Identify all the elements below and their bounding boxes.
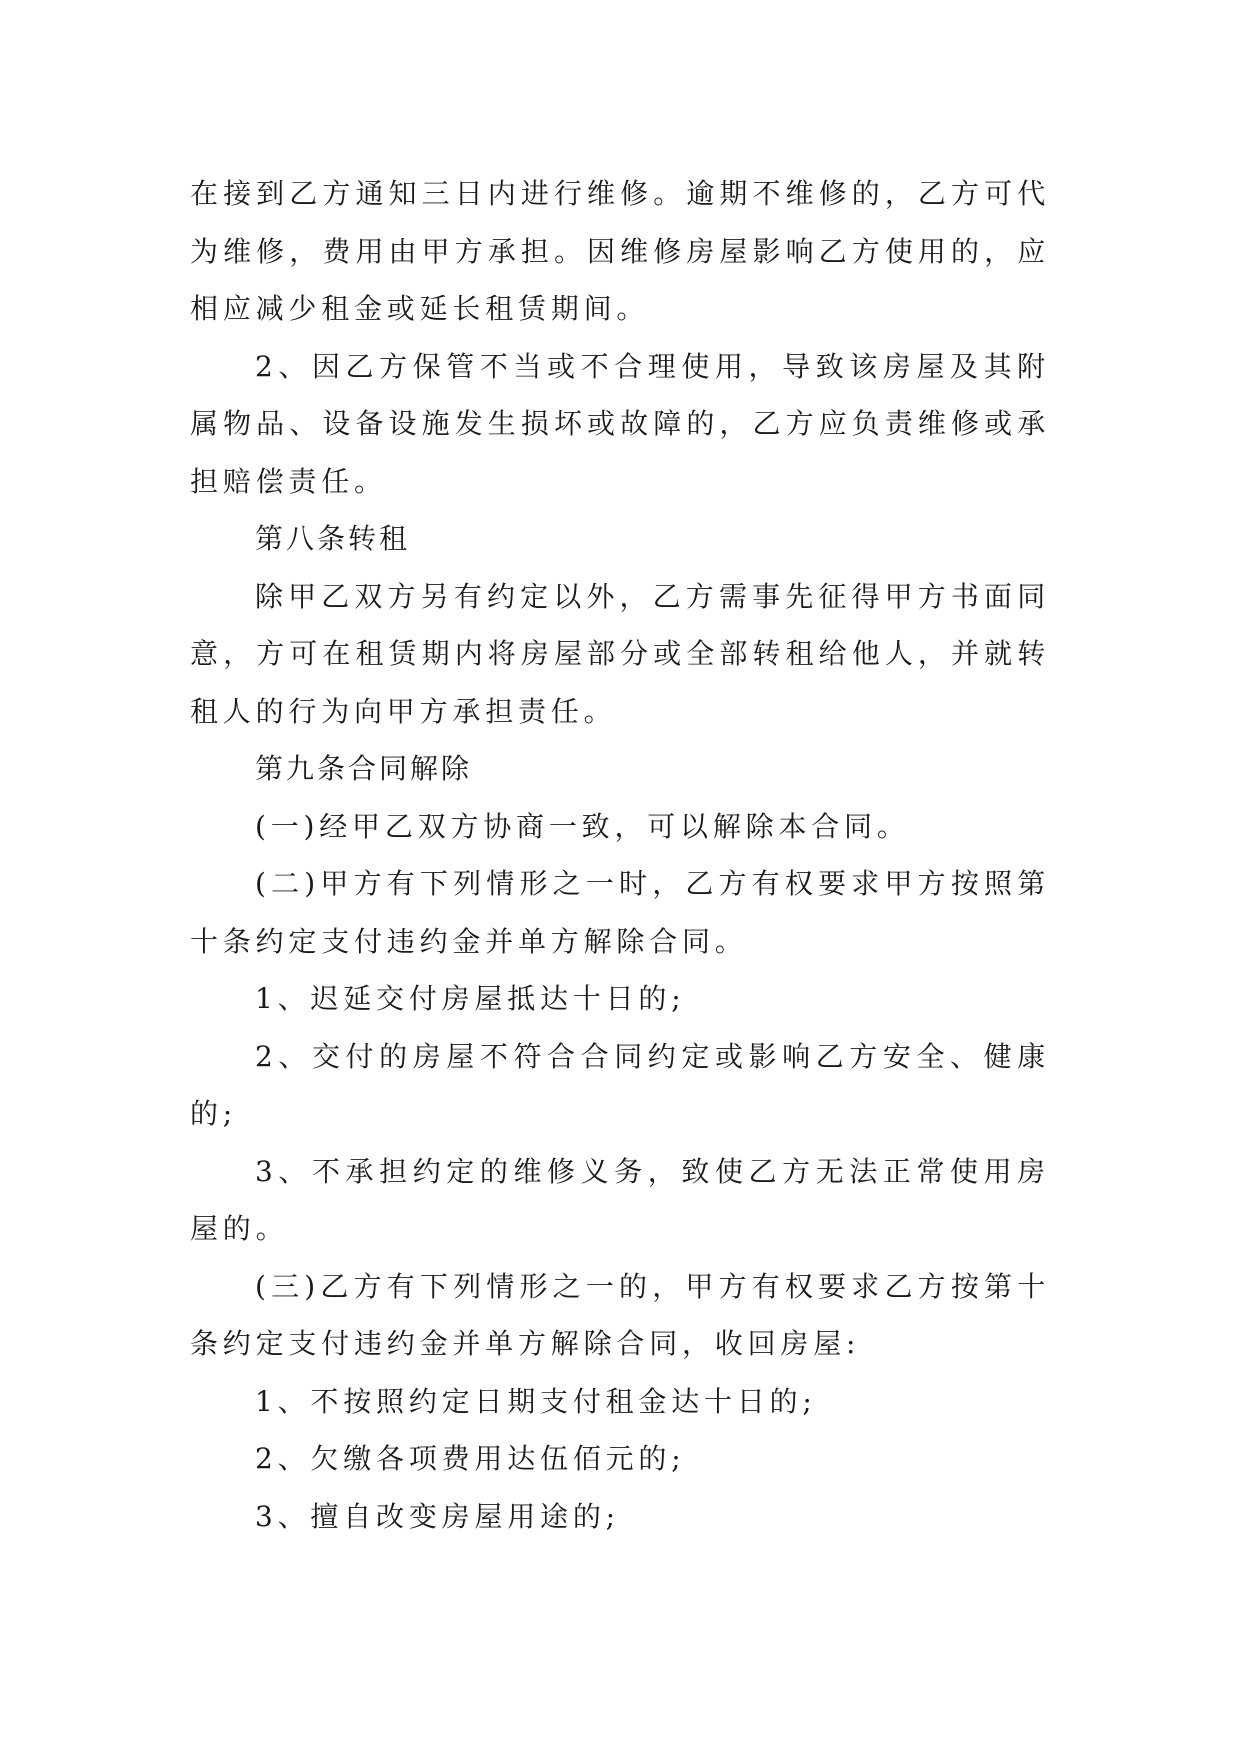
paragraph-termination-1: (一)经甲乙双方协商一致，可以解除本合同。 [255,809,910,843]
paragraph-repair-continuation: 在接到乙方通知三日内进行维修。逾期不维修的，乙方可代为维修，费用由甲方承担。因维修房屋影响乙方使用的，应相应减少租金或延长租赁期间。 [190,177,1050,325]
list-item-landlord-3: 3、不承担约定的维修义务，致使乙方无法正常使用房屋的。 [190,1154,1050,1245]
list-item-landlord-2: 2、交付的房屋不符合合同约定或影响乙方安全、健康的; [190,1039,1050,1130]
heading-article-8-sublease: 第八条转租 [255,522,411,555]
heading-article-9-termination: 第九条合同解除 [255,752,473,785]
paragraph-clause-2-damage: 2、因乙方保管不当或不合理使用，导致该房屋及其附属物品、设备设施发生损坏或故障的，乙方应负责维修或承担赔偿责任。 [190,349,1050,498]
paragraph-sublease-terms: 除甲乙双方另有约定以外，乙方需事先征得甲方书面同意，方可在租赁期内将房屋部分或全部转租给他人，并就转租人的行为向甲方承担责任。 [190,579,1050,728]
document-body [190,165,1050,1545]
list-item-tenant-3: 3、擅自改变房屋用途的; [255,1499,620,1533]
list-item-landlord-1: 1、迟延交付房屋抵达十日的; [255,982,686,1015]
list-item-tenant-1: 1、不按照约定日期支付租金达十日的; [255,1384,817,1418]
list-item-tenant-2: 2、欠缴各项费用达伍佰元的; [255,1442,686,1475]
paragraph-termination-2: (二)甲方有下列情形之一时，乙方有权要求甲方按照第十条约定支付违约金并单方解除合同。 [190,867,1050,958]
paragraph-termination-3: (三)乙方有下列情形之一的，甲方有权要求乙方按第十条约定支付违约金并单方解除合同，收回房屋: [190,1269,1050,1360]
